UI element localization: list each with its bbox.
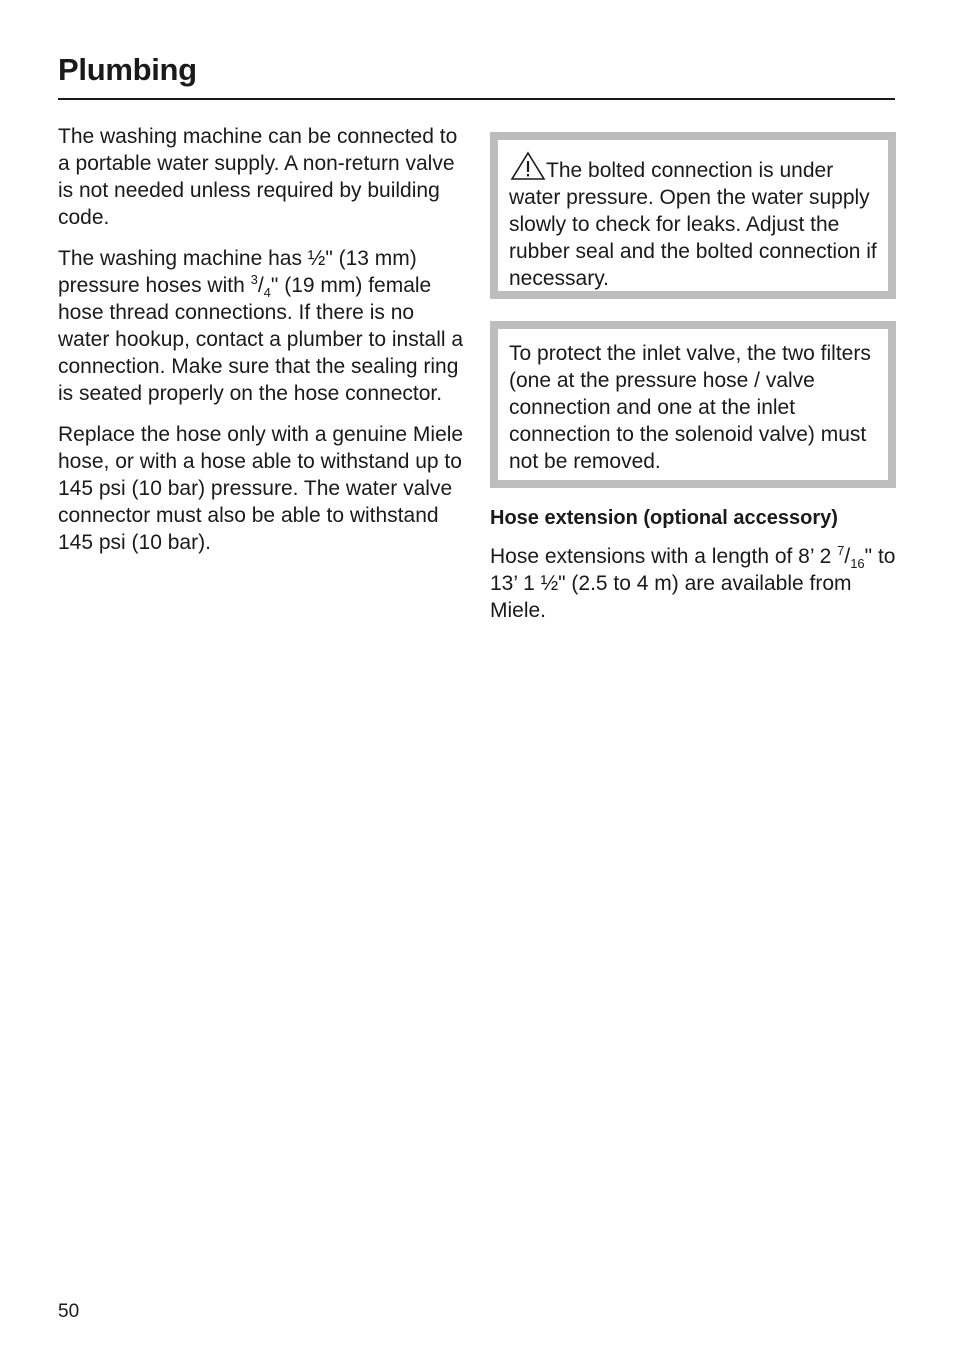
hose-size-text-b: " (19 mm) female hose thread connections. If there is no water hookup, contact a plumber to install a connection. Make sure that the sealing ring is seated properly on the hose connector. bbox=[58, 274, 464, 405]
replace-hose-paragraph: Replace the hose only with a genuine Miele hose, or with a hose able to withstand up to 145 psi (10 bar) pressure. The water valve connector must also be able to withstand 145 psi (10 bar). bbox=[58, 423, 464, 554]
fraction-numerator: 7 bbox=[837, 543, 845, 558]
hose-size-text-a: The washing machine has ½" (13 mm) pressure hoses with bbox=[58, 247, 417, 297]
warning-text: The bolted connection is under water pressure. Open the water supply slowly to check for leaks. Adjust the rubber seal and the bolted connection if necessary. bbox=[509, 159, 877, 290]
fraction-denominator: 4 bbox=[263, 285, 271, 301]
fraction-slash: / bbox=[844, 545, 851, 568]
page-title: Plumbing bbox=[58, 52, 197, 87]
title-divider bbox=[58, 98, 895, 100]
warning-box bbox=[490, 132, 896, 299]
page-number: 50 bbox=[58, 1301, 80, 1322]
hose-size-paragraph bbox=[58, 245, 470, 407]
extension-text-a: Hose extensions with a length of 8’ 2 bbox=[490, 545, 838, 568]
extension-paragraph bbox=[490, 543, 896, 624]
section-subheading: Hose extension (optional accessory) bbox=[490, 507, 838, 529]
left-column bbox=[58, 123, 470, 570]
warning-triangle-icon bbox=[510, 151, 546, 181]
intro-paragraph: The washing machine can be connected to a portable water supply. A non-return valve is not needed unless required by building code. bbox=[58, 125, 458, 229]
fraction-slash: / bbox=[257, 274, 264, 297]
fraction-numerator: 3 bbox=[250, 272, 258, 287]
extension-text-b: " to 13’ 1 ½" (2.5 to 4 m) are available from Miele. bbox=[490, 545, 896, 622]
note-text: To protect the inlet valve, the two filters (one at the pressure hose / valve connection and one at the inlet connection to the solenoid valve) must not be removed. bbox=[509, 342, 871, 473]
fraction-denominator: 16 bbox=[850, 556, 865, 572]
note-box bbox=[490, 321, 896, 488]
right-column bbox=[490, 132, 896, 624]
